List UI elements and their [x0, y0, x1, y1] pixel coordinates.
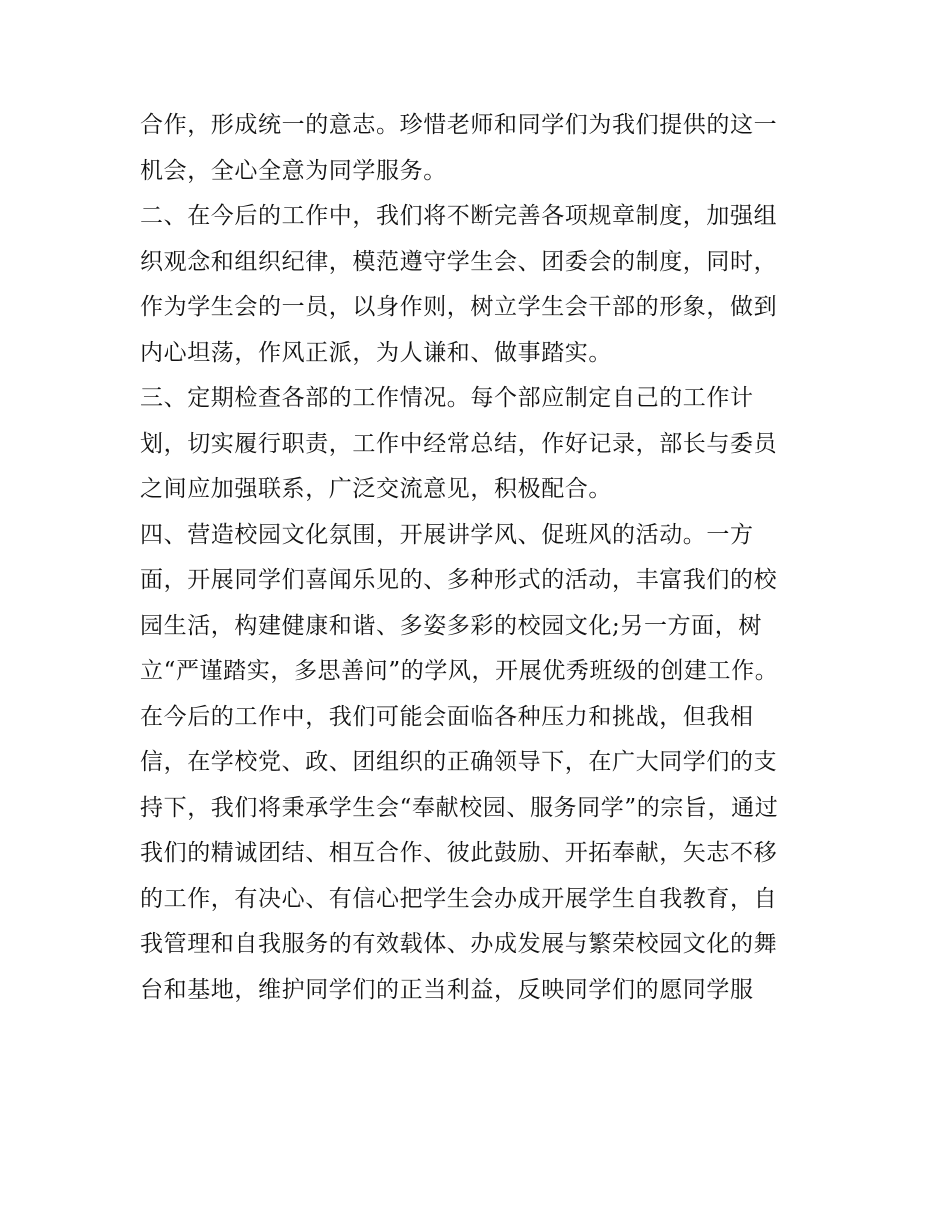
- text-line: 我管理和自我服务的有效载体、办成发展与繁荣校园文化的舞: [140, 931, 778, 957]
- text-line: 织观念和组织纪律，模范遵守学生会、团委会的制度，同时，: [140, 248, 778, 275]
- text-line: 的工作，有决心、有信心把学生会办成开展学生自我教育，自: [140, 885, 778, 912]
- text-line: 机会，全心全意为同学服务。: [140, 157, 447, 184]
- text-line: 面，开展同学们喜闻乐见的、多种形式的活动，丰富我们的校: [140, 567, 778, 593]
- text-line: 划，切实履行职责，工作中经常总结，作好记录，部长与委员: [140, 430, 778, 457]
- text-line: 内心坦荡，作风正派，为人谦和、做事踏实。: [140, 339, 612, 366]
- text-line: 三、定期检查各部的工作情况。每个部应制定自己的工作计: [140, 385, 754, 411]
- text-line: 园生活，构建健康和谐、多姿多彩的校园文化;另一方面，树: [140, 612, 762, 639]
- text-line: 四、营造校园文化氛围，开展讲学风、促班风的活动。一方: [140, 521, 754, 548]
- text-line: 在今后的工作中，我们可能会面临各种压力和挑战，但我相: [140, 703, 754, 730]
- text-line: 立“严谨踏实，多思善问”的学风，开展优秀班级的创建工作。: [140, 658, 779, 684]
- text-line: 作为学生会的一员，以身作则，树立学生会干部的形象，做到: [140, 294, 778, 320]
- text-line: 二、在今后的工作中，我们将不断完善各项规章制度，加强组: [140, 203, 778, 229]
- text-line: 我们的精诚团结、相互合作、彼此鼓励、开拓奉献，矢志不移: [140, 840, 778, 866]
- text-line: 台和基地，维护同学们的正当利益，反映同学们的愿同学服: [140, 976, 754, 1003]
- text-line: 合作，形成统一的意志。珍惜老师和同学们为我们提供的这一: [140, 112, 778, 138]
- body-text: [140, 103, 820, 1013]
- text-line: 信，在学校党、政、团组织的正确领导下，在广大同学们的支: [140, 749, 778, 775]
- text-line: 之间应加强联系，广泛交流意见，积极配合。: [140, 476, 612, 502]
- text-line: 持下，我们将秉承学生会“奉献校园、服务同学”的宗旨，通过: [140, 794, 779, 821]
